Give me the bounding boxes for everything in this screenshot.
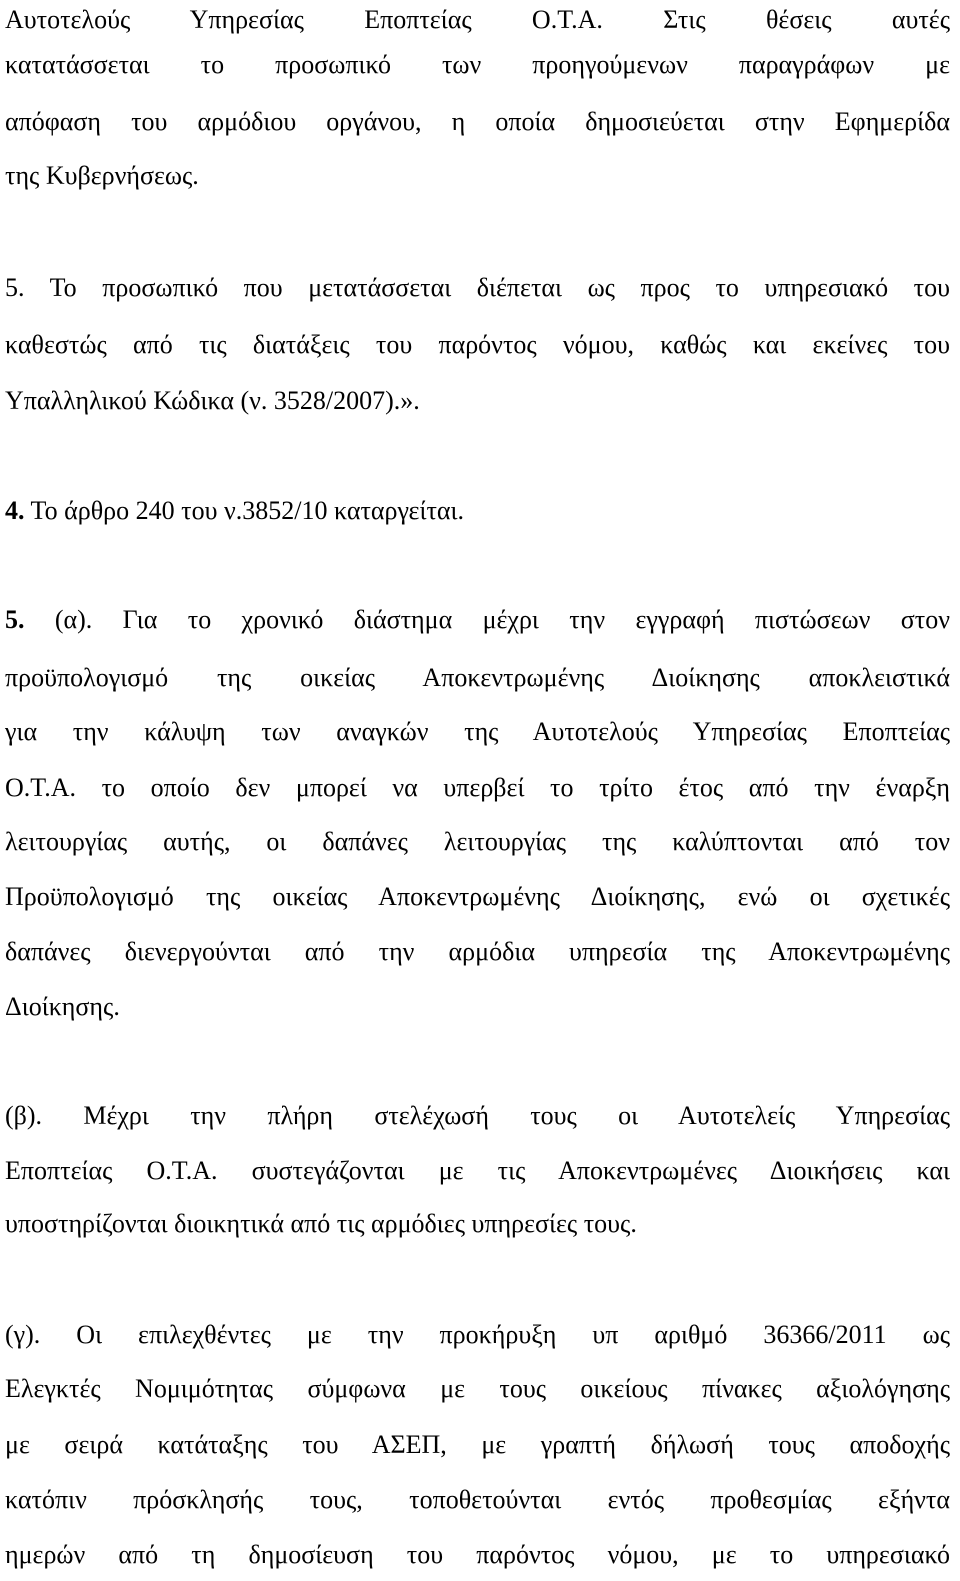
text-line: δαπάνες διενεργούνται από την αρμόδια υπηρεσία της Αποκεντρωμένης	[5, 937, 950, 966]
text-line: ημερών από τη δημοσίευση του παρόντος νόμου, με το υπηρεσιακό	[5, 1540, 950, 1569]
text-line: κατατάσσεται το προσωπικό των προηγούμενων παραγράφων με	[5, 50, 950, 79]
text-line: Ελεγκτές Νομιμότητας σύμφωνα με τους οικείους πίνακες αξιολόγησης	[5, 1374, 950, 1403]
text-line: Υπαλληλικού Κώδικα (ν. 3528/2007).».	[5, 386, 420, 415]
text-line: κατόπιν πρόσκλησής τους, τοποθετούνται εντός προθεσμίας εξήντα	[5, 1485, 950, 1514]
text-line: για την κάλυψη των αναγκών της Αυτοτελούς Υπηρεσίας Εποπτείας	[5, 717, 950, 746]
text-line: Διοίκησης.	[5, 992, 120, 1021]
text-line: της Κυβερνήσεως.	[5, 161, 199, 190]
text-line: Ο.Τ.Α. το οποίο δεν μπορεί να υπερβεί το τρίτο έτος από την έναρξη	[5, 773, 950, 802]
text-line: (γ). Οι επιλεχθέντες με την προκήρυξη υπ αριθμό 36366/2011 ως	[5, 1320, 950, 1349]
paragraph-text: Το άρθρο 240 του ν.3852/10 καταργείται.	[24, 496, 465, 525]
text-line: Προϋπολογισμό της οικείας Αποκεντρωμένης Διοίκησης, ενώ οι σχετικές	[5, 882, 950, 911]
paragraph-4	[5, 491, 950, 531]
text-line: λειτουργίας αυτής, οι δαπάνες λειτουργίας της καλύπτονται από τον	[5, 827, 950, 856]
text-line: καθεστώς από τις διατάξεις του παρόντος νόμου, καθώς και εκείνες του	[5, 330, 950, 359]
text-line: απόφαση του αρμόδιου οργάνου, η οποία δημοσιεύεται στην Εφημερίδα	[5, 107, 950, 136]
text-line: υποστηρίζονται διοικητικά από τις αρμόδιες υπηρεσίες τους.	[5, 1209, 637, 1238]
text-line: με σειρά κατάταξης του ΑΣΕΠ, με γραπτή δήλωσή τους αποδοχής	[5, 1430, 950, 1459]
text-line: προϋπολογισμό της οικείας Αποκεντρωμένης Διοίκησης αποκλειστικά	[5, 663, 950, 692]
paragraph-number: 4.	[5, 496, 25, 525]
text-line: Εποπτείας Ο.Τ.Α. συστεγάζονται με τις Αποκεντρωμένες Διοικήσεις και	[5, 1156, 950, 1185]
text-line: 5. Το προσωπικό που μετατάσσεται διέπεται ως προς το υπηρεσιακό του	[5, 273, 950, 302]
text-line: (β). Μέχρι την πλήρη στελέχωσή τους οι Αυτοτελείς Υπηρεσίας	[5, 1101, 950, 1130]
paragraph-5	[5, 600, 950, 640]
paragraph-number: 5.	[5, 605, 25, 634]
text-line: Αυτοτελούς Υπηρεσίας Εποπτείας Ο.Τ.Α. Στις θέσεις αυτές	[5, 5, 950, 34]
paragraph-text: (α). Για το χρονικό διάστημα μέχρι την εγγραφή πιστώσεων στον	[24, 605, 950, 634]
